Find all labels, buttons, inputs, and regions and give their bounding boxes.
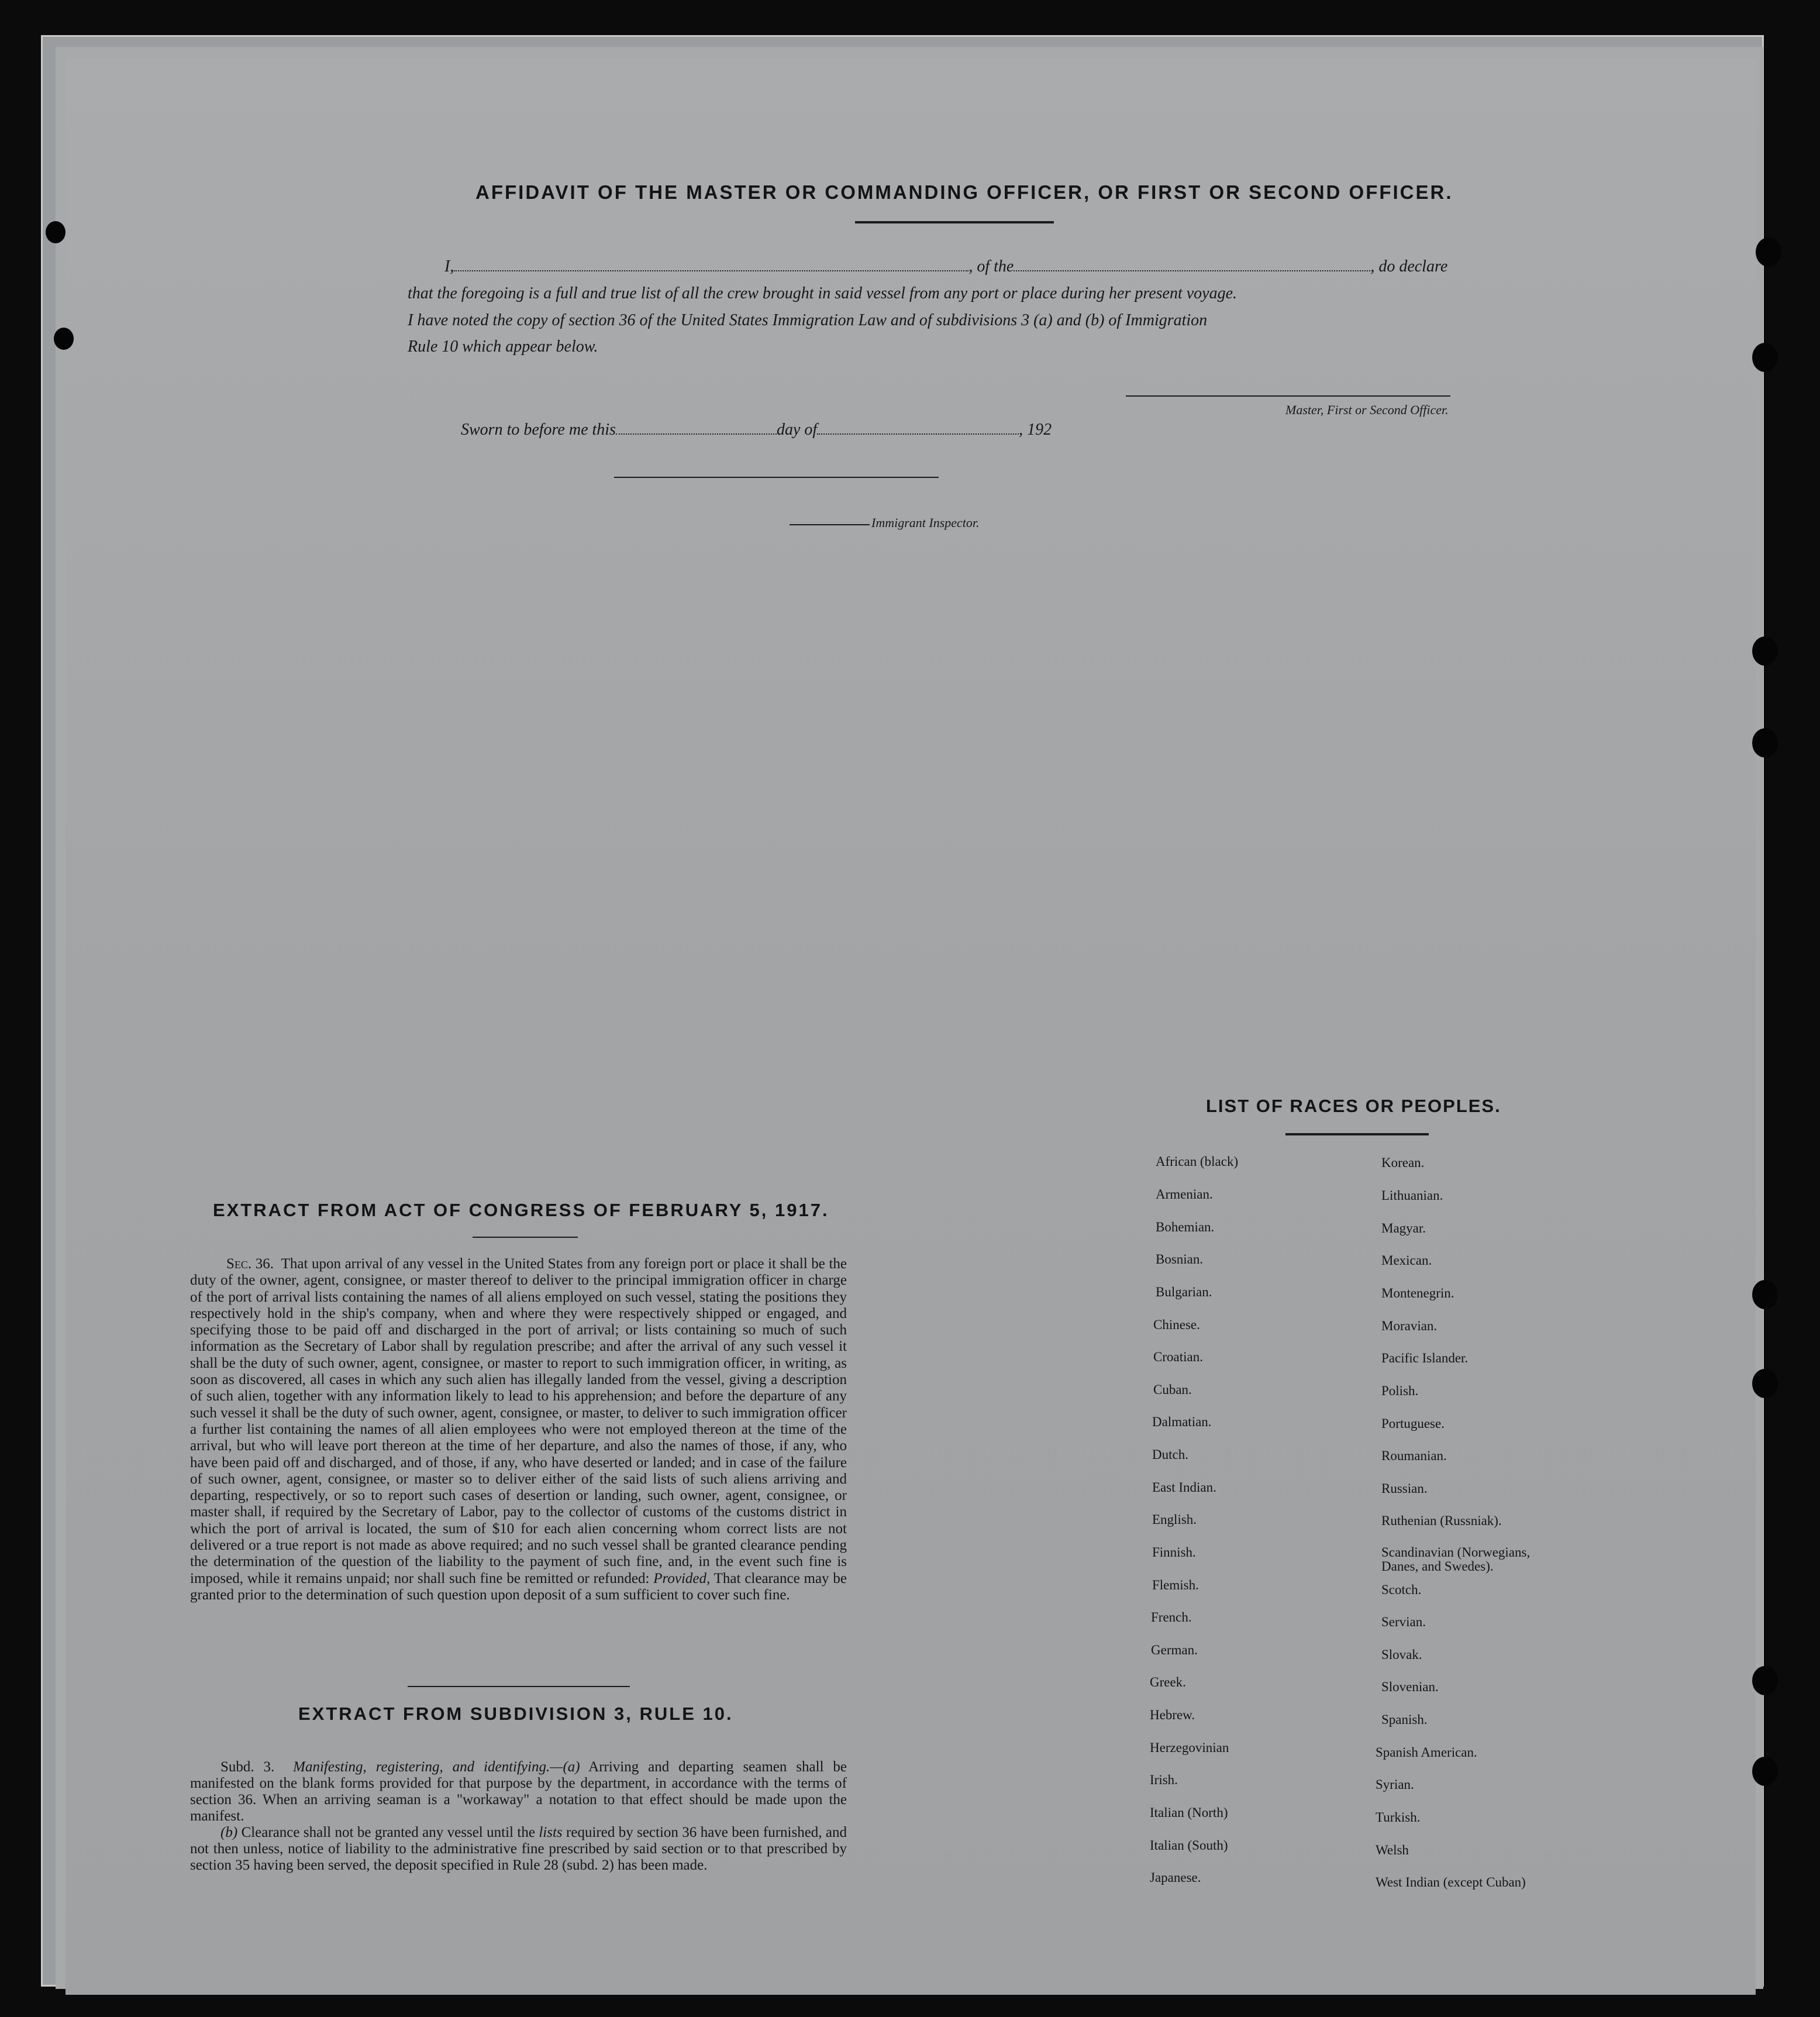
affidavit-title-underline (855, 221, 1054, 223)
race-item: Flemish. (1152, 1578, 1199, 1592)
races-title-underline (1285, 1133, 1429, 1135)
vessel-blank (1014, 270, 1370, 271)
sworn-line (461, 421, 1052, 439)
race-item: Dalmatian. (1152, 1414, 1212, 1429)
subd-heading: Manifesting, registering, and identifying.—(a) (293, 1759, 580, 1775)
subdivision-3-text (190, 1759, 847, 1874)
race-item: Slovenian. (1381, 1679, 1439, 1694)
inspector-signature-line (614, 477, 939, 478)
races-title: LIST OF RACES OR PEOPLES. (1206, 1096, 1501, 1116)
affidavit-declaration-line (444, 257, 1447, 276)
race-item: Syrian. (1376, 1777, 1414, 1792)
race-item: Bosnian. (1156, 1252, 1204, 1266)
extract-act-title: EXTRACT FROM ACT OF CONGRESS OF FEBRUARY 5, 1917. (213, 1200, 829, 1220)
subd-para-b-2: required by section 36 have been furnished, and not then unless, notice of liability to the administrative fine prescribed by said section or to that prescribed by section 35 having been served, the deposit specified in Rule 28 (subd. 2) has been made. (190, 1825, 847, 1873)
race-item: Finnish. (1152, 1545, 1196, 1560)
race-item: French. (1151, 1610, 1192, 1624)
affidavit-declare-label: , do declare (1370, 257, 1448, 276)
affidavit-title: AFFIDAVIT OF THE MASTER OR COMMANDING OFFICER, OR FIRST OR SECOND OFFICER. (475, 181, 1453, 203)
race-item: Moravian. (1381, 1319, 1438, 1333)
subd-para-a: Arriving and departing seamen shall be manifested on the blank forms provided for that purpose by the department, in accordance with the terms of section 36. When an arriving seaman is a "workaway" a notation to that effect should be made upon the manifest. (190, 1759, 847, 1824)
race-item: English. (1152, 1512, 1197, 1527)
race-item: German. (1151, 1643, 1198, 1657)
sworn-day-blank (616, 433, 777, 435)
race-item: Mexican. (1381, 1253, 1432, 1268)
binder-hole (1752, 343, 1778, 372)
inspector-label: Immigrant Inspector. (871, 515, 980, 530)
race-item: East Indian. (1152, 1480, 1216, 1495)
subd-para-b-1: Clearance shall not be granted any vessel until the (241, 1825, 535, 1840)
race-item: Chinese. (1153, 1317, 1200, 1332)
master-signature-label: Master, First or Second Officer. (1285, 402, 1449, 417)
race-item: Spanish American. (1376, 1745, 1477, 1760)
race-item: African (black) (1156, 1154, 1239, 1169)
race-item: Italian (South) (1150, 1838, 1228, 1853)
race-item: Portuguese. (1381, 1416, 1445, 1431)
affidavit-i-label: I, (444, 257, 454, 276)
binder-hole (54, 328, 74, 350)
section-36-text (190, 1256, 847, 1603)
subd-para-b-label: (b) (220, 1825, 238, 1840)
race-item: Irish. (1150, 1772, 1178, 1787)
affidavit-line-2: that the foregoing is a full and true list of all the crew brought in said vessel from any port or place during her present voyage. (408, 284, 1238, 302)
binder-hole (1752, 636, 1778, 666)
race-item: Pacific Islander. (1381, 1351, 1469, 1365)
race-item: Servian. (1381, 1615, 1426, 1629)
inspector-short-line (790, 524, 870, 525)
provided-word: Provided, (653, 1570, 711, 1586)
affidavit-of-the-label: , of the (968, 257, 1014, 276)
extract-rule-title: EXTRACT FROM SUBDIVISION 3, RULE 10. (298, 1703, 733, 1724)
race-item: Polish. (1381, 1383, 1419, 1398)
sworn-label: Sworn to before me this (461, 421, 616, 439)
day-of-label: day of (776, 421, 818, 439)
race-item: Korean. (1381, 1155, 1425, 1170)
race-item: Cuban. (1153, 1382, 1192, 1397)
race-item: Japanese. (1150, 1870, 1201, 1885)
race-item: Russian. (1381, 1481, 1428, 1496)
race-item: Italian (North) (1150, 1805, 1228, 1820)
affidavit-line-4: Rule 10 which appear below. (408, 338, 598, 356)
race-item: West Indian (except Cuban) (1376, 1875, 1526, 1889)
binder-hole (1752, 1280, 1778, 1309)
sec-36-body-end: That clearance may be granted prior to the determination of such question upon deposit of a sum sufficient to cover such fine. (190, 1570, 847, 1603)
binder-hole (1752, 728, 1778, 758)
race-item: Welsh (1376, 1843, 1409, 1857)
race-item: Herzegovinian (1150, 1740, 1229, 1755)
race-item: Montenegrin. (1381, 1286, 1454, 1300)
subd-label: Subd. 3. (220, 1759, 275, 1775)
binder-hole (1756, 238, 1781, 267)
master-signature-line (1126, 395, 1450, 397)
race-item: Lithuanian. (1381, 1188, 1443, 1203)
subd-para-b-lists: lists (539, 1825, 563, 1840)
race-item: Roumanian. (1381, 1448, 1447, 1463)
race-item: Scandinavian (Norwegians, Danes, and Swedes). (1381, 1545, 1531, 1574)
race-item: Bohemian. (1156, 1220, 1215, 1234)
race-item: Bulgarian. (1156, 1285, 1212, 1299)
binder-hole (1752, 1666, 1778, 1695)
extract-act-underline (473, 1237, 578, 1238)
binder-hole (1752, 1757, 1778, 1786)
race-item: Slovak. (1381, 1647, 1422, 1662)
sworn-month-blank (817, 433, 1019, 435)
binder-hole (1752, 1369, 1778, 1398)
race-item: Ruthenian (Russniak). (1381, 1513, 1502, 1528)
sec-36-label: Sec. 36. (226, 1256, 274, 1272)
race-item: Greek. (1150, 1675, 1186, 1689)
extract-divider (408, 1686, 630, 1687)
race-item: Spanish. (1381, 1712, 1428, 1727)
race-item: Turkish. (1376, 1810, 1421, 1825)
race-item: Scotch. (1381, 1582, 1422, 1597)
binder-hole (46, 221, 66, 243)
race-item: Armenian. (1156, 1187, 1213, 1202)
race-item: Magyar. (1381, 1221, 1426, 1235)
affidavit-line-3: I have noted the copy of section 36 of the United States Immigration Law and of subdivisions 3 (a) and (b) of Immigration (408, 311, 1208, 329)
name-blank (454, 270, 968, 271)
race-item: Hebrew. (1150, 1708, 1195, 1722)
race-item: Croatian. (1153, 1350, 1203, 1364)
year-prefix-label: , 192 (1019, 421, 1052, 439)
sec-36-body: That upon arrival of any vessel in the United States from any foreign port or place it shall be the duty of the owner, agent, consignee, or master thereof to deliver to the principal immigration officer in charge of the port of arrival lists containing the names of all aliens employed on such vessel, stating the positions they respectively hold in the ship's company, when and where they were respectively shipped or engaged, and specifying those to be paid off and discharged in the port of arrival; or lists containing so much of such information as the Secretary of Labor shall by regulation prescribe; and after the arrival of any such vessel it shall be the duty of such owner, agent, consignee, or master to report to such immigration officer, in writing, as soon as discovered, all cases in which any such alien has illegally landed from the vessel, giving a description of such alien, together with any information likely to lead to his apprehension; and before the departure of any such vessel it shall be the duty of such owner, agent, consignee, or master, to deliver to such immigration officer a further list containing the names of all alien employees who were not employed thereon at the time of the arrival, but who will leave port thereon at the time of her departure, and also the names of those, if any, who have been paid off and discharged, and of those, if any, who have deserted or landed; and in case of the failure of such owner, agent, consignee, or master so to deliver either of the said lists of such aliens arriving and departing, respectively, or so to report such cases of desertion or landing, such owner, agent, consignee, or master shall, if required by the Secretary of Labor, pay to the collector of customs of the customs district in which the port of arrival is located, the sum of $10 for each alien concerning whom correct lists are not delivered or a true report is not made as above required; and no such vessel shall be granted clearance pending the determination of the question of the liability to the payment of such fine, and, in the event such fine is imposed, while it remains unpaid; nor shall such fine be remitted or refunded: (190, 1256, 847, 1586)
race-item: Dutch. (1152, 1447, 1188, 1462)
